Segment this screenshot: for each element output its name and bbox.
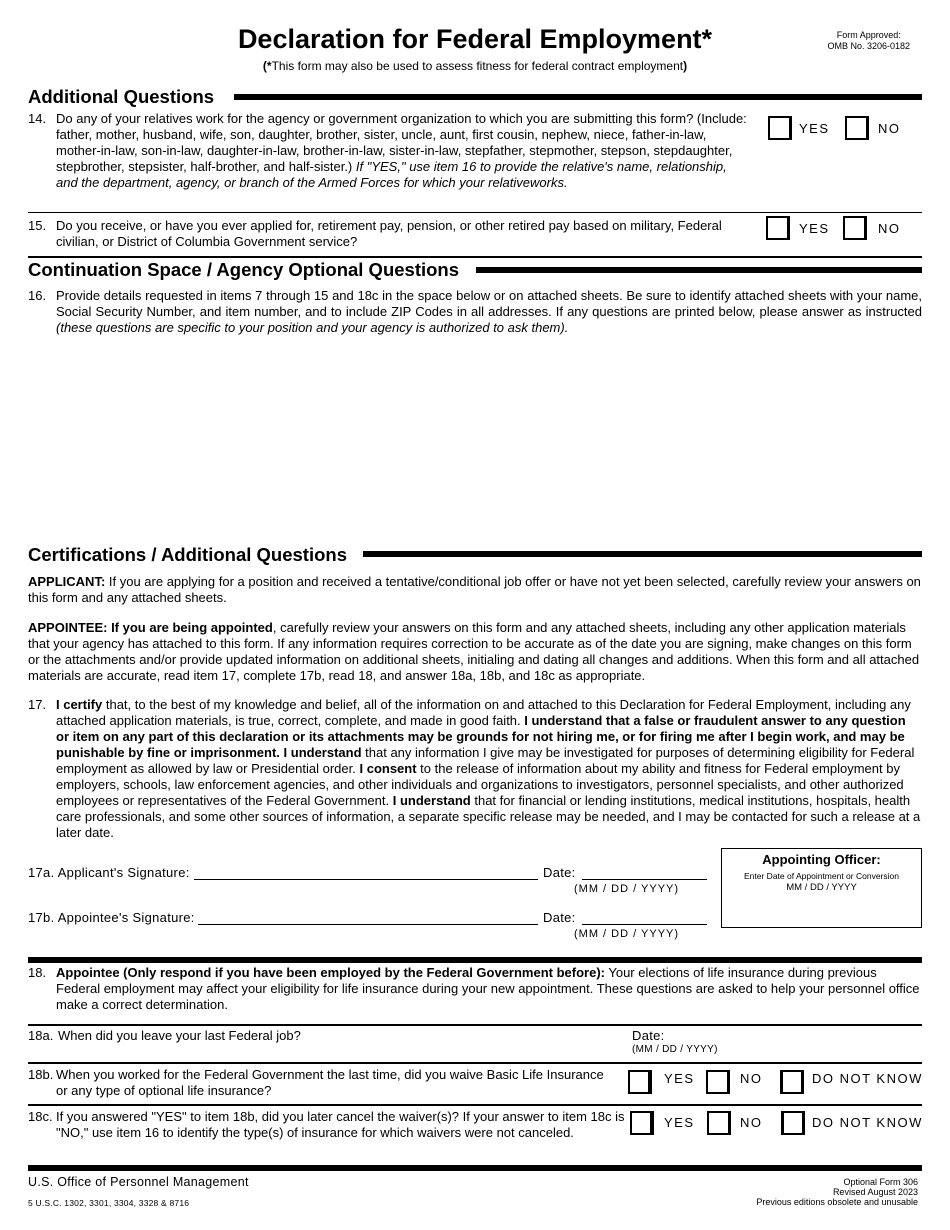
q16-text: Provide details requested in items 7 through 15 and 18c in the space below or on attached sheets. Be sure to identify attached sheets with your name, Social Security Number, and item number, and to include ZIP Codes in all addresses. If any questions are printed below, please answer as instructed [56, 288, 922, 319]
q17-text-1: that, to the best of my knowledge and belief, all of the information on and attached to this Declaration for Federal Employment, including any attached application materials, is true, correct, complete, and made in good faith. [56, 697, 911, 728]
q15-number: 15. [28, 218, 47, 233]
applicant-date-field[interactable] [582, 878, 707, 880]
question-15 [28, 218, 748, 250]
question-17 [28, 697, 922, 841]
applicant-signature-label: 17a. Applicant's Signature: [28, 865, 190, 880]
q17-bold-4: I understand [392, 793, 471, 808]
q17-bold-3: I consent [359, 761, 417, 776]
divider [28, 256, 922, 258]
q15-yes-label: YES [799, 221, 830, 236]
question-18c [28, 1109, 628, 1141]
footer-agency: U.S. Office of Personnel Management [28, 1175, 249, 1189]
appointing-officer-date-format: MM / DD / YYYY [786, 882, 857, 893]
section-rule [234, 94, 922, 100]
q18c-dont-know-checkbox[interactable] [781, 1111, 805, 1135]
q18-text: Your elections of life insurance during previous Federal employment may affect your eligibility for life insurance during your new appointment. These questions are asked to help your personnel office make a correct determination. [56, 965, 920, 1012]
form-approved: Form Approved: [836, 30, 901, 40]
q16-number: 16. [28, 288, 47, 303]
q18b-dont-know-label: DO NOT KNOW [812, 1071, 923, 1086]
q18b-yes-label: YES [664, 1071, 695, 1086]
q14-text: Do any of your relatives work for the agency or government organization to which you are submitting this form? (Include: father, mother, husband, wife, son, daughter, brother, sister, uncle, aunt, first cousin, nephew, niece, father-in-law, mother-in-law, son-in-law, daughter-in-law, brother-in-law, sister-in-law, stepfather, stepmother, stepson, stepdaughter, stepbrother, stepsister, half-brother, and half-sister.) [56, 111, 747, 174]
footer-usc: 5 U.S.C. 1302, 3301, 3304, 3328 & 8716 [28, 1198, 190, 1208]
continuation-answer-space[interactable] [28, 340, 922, 530]
appointee-paragraph [28, 620, 922, 684]
q17-bold-2: I understand that a false or fraudulent answer to any question or item on any part of this declaration or its attachments may be grounds for not hiring me, or for firing me after I begin work, and may be punishable by fine or imprisonment. I understand [56, 713, 906, 760]
section-certifications: Certifications / Additional Questions [28, 544, 347, 565]
q18c-no-label: NO [740, 1115, 763, 1130]
appointee-date-format: (MM / DD / YYYY) [574, 928, 680, 940]
q17-text-2: that any information I give may be investigated for purposes of determining eligibility for Federal employment as allowed by law or Presidential order. [56, 745, 915, 776]
footer-previous-editions: Previous editions obsolete and unusable [756, 1197, 918, 1207]
section-additional-questions: Additional Questions [28, 86, 215, 107]
section-rule [363, 551, 922, 557]
applicant-date-label: Date: [543, 865, 576, 880]
footer-form-number: Optional Form 306 [843, 1177, 918, 1187]
q17-bold-1: I certify [56, 697, 103, 712]
omb-number: OMB No. 3206-0182 [827, 41, 910, 51]
q18c-yes-label: YES [664, 1115, 695, 1130]
q15-text: Do you receive, or have you ever applied for, retirement pay, pension, or other retired pay based on military, Federal civilian, or District of Columbia Government service? [56, 218, 722, 249]
question-16 [28, 288, 922, 336]
q14-no-checkbox[interactable] [845, 116, 869, 140]
q16-italic-text: (these questions are specific to your position and your agency is authorized to ask them). [56, 320, 569, 335]
footer-rule [28, 1165, 922, 1171]
q18c-no-checkbox[interactable] [707, 1111, 731, 1135]
q15-yes-checkbox[interactable] [766, 216, 790, 240]
applicant-paragraph [28, 574, 922, 606]
divider [28, 1062, 922, 1064]
applicant-text: If you are applying for a position and received a tentative/conditional job offer or have not yet been selected, carefully review your answers on this form and any attached sheets. [28, 574, 921, 605]
divider [28, 1104, 922, 1106]
appointee-date-label: Date: [543, 910, 576, 925]
q18b-no-checkbox[interactable] [706, 1070, 730, 1094]
form-subtitle [0, 59, 950, 73]
section-rule [28, 957, 922, 963]
q18b-text: When you worked for the Federal Government the last time, did you waive Basic Life Insurance or any type of optional life insurance? [56, 1067, 604, 1098]
q18a-date-format: (MM / DD / YYYY) [632, 1044, 718, 1055]
question-18 [28, 965, 922, 1013]
q18c-dont-know-label: DO NOT KNOW [812, 1115, 923, 1130]
q17-text-3: to the release of information about my ability and fitness for Federal employment by employers, schools, law enforcement agencies, and other individuals and organizations to investigators, personnel specialists, and other authorized employees or representatives of the Federal Government. [56, 761, 904, 808]
applicant-signature-field[interactable] [194, 878, 538, 880]
appointing-officer-box[interactable] [721, 848, 922, 928]
q18c-number: 18c. [28, 1109, 53, 1124]
appointing-officer-title: Appointing Officer: [762, 852, 881, 867]
q15-no-label: NO [878, 221, 901, 236]
q14-no-label: NO [878, 121, 901, 136]
applicant-date-format: (MM / DD / YYYY) [574, 883, 680, 895]
question-18a [28, 1028, 588, 1044]
q14-italic-text: If "YES," use item 16 to provide the relative's name, relationship, and the department, agency, or branch of the Armed Forces for which your relativeworks. [56, 159, 727, 190]
appointing-officer-instruction: Enter Date of Appointment or Conversion [744, 871, 899, 881]
q18c-text: If you answered "YES" to item 18b, did you later cancel the waiver(s)? If your answer to item 18c is "NO," use item 16 to identify the type(s) of insurance for which waivers were not canceled. [56, 1109, 625, 1140]
applicant-heading: APPLICANT: [28, 574, 106, 589]
q18b-number: 18b. [28, 1067, 54, 1082]
q18-number: 18. [28, 965, 47, 980]
q18a-number: 18a. [28, 1028, 54, 1043]
question-14 [28, 111, 748, 191]
section-rule [476, 267, 922, 273]
appointee-signature-label: 17b. Appointee's Signature: [28, 910, 195, 925]
appointee-heading: APPOINTEE: If you are being appointed [28, 620, 273, 635]
footer-form-info [756, 1177, 918, 1207]
q14-yes-checkbox[interactable] [768, 116, 792, 140]
q17-number: 17. [28, 697, 47, 712]
q18a-text: When did you leave your last Federal job? [58, 1028, 301, 1043]
q18b-yes-checkbox[interactable] [628, 1070, 652, 1094]
q18b-dont-know-checkbox[interactable] [780, 1070, 804, 1094]
appointee-date-field[interactable] [582, 923, 707, 925]
appointee-signature-field[interactable] [198, 923, 538, 925]
q14-number: 14. [28, 111, 47, 126]
q18-bold: Appointee (Only respond if you have been employed by the Federal Government before): [56, 965, 605, 980]
appointee-text: , carefully review your answers on this form and any attached sheets, including any other application materials that your agency has attached to this form. If any information requires correction to be accurate as of the date you are signing, make changes on this form or the attachments and/or provide updated information on additional sheets, initialing and dating all changes and additions. When this form and all attached materials are accurate, read item 17, complete 17b, read 18, and answer 18a, 18b, and 18c as appropriate. [28, 620, 920, 683]
q18c-yes-checkbox[interactable] [630, 1111, 654, 1135]
q18a-date-label: Date: [632, 1028, 665, 1043]
divider [28, 212, 922, 213]
question-18b [28, 1067, 618, 1099]
q18b-no-label: NO [740, 1071, 763, 1086]
subtitle-star: (* [262, 59, 272, 73]
section-continuation: Continuation Space / Agency Optional Questions [28, 259, 460, 280]
subtitle-text: This form may also be used to assess fitness for federal contract employment [271, 59, 684, 73]
form-title: Declaration for Federal Employment* [237, 24, 713, 54]
subtitle-end: ) [683, 59, 688, 73]
omb-block [827, 30, 910, 52]
q14-yes-label: YES [799, 121, 830, 136]
q18a-date-field[interactable] [720, 1030, 920, 1058]
q15-no-checkbox[interactable] [843, 216, 867, 240]
footer-revised: Revised August 2023 [832, 1187, 918, 1197]
q17-text-4: that for financial or lending institutions, medical institutions, hospitals, health care professionals, and some other sources of information, a separate specific release may be needed, and I may be contacted for such a release at a later date. [56, 793, 921, 840]
divider [28, 1024, 922, 1026]
